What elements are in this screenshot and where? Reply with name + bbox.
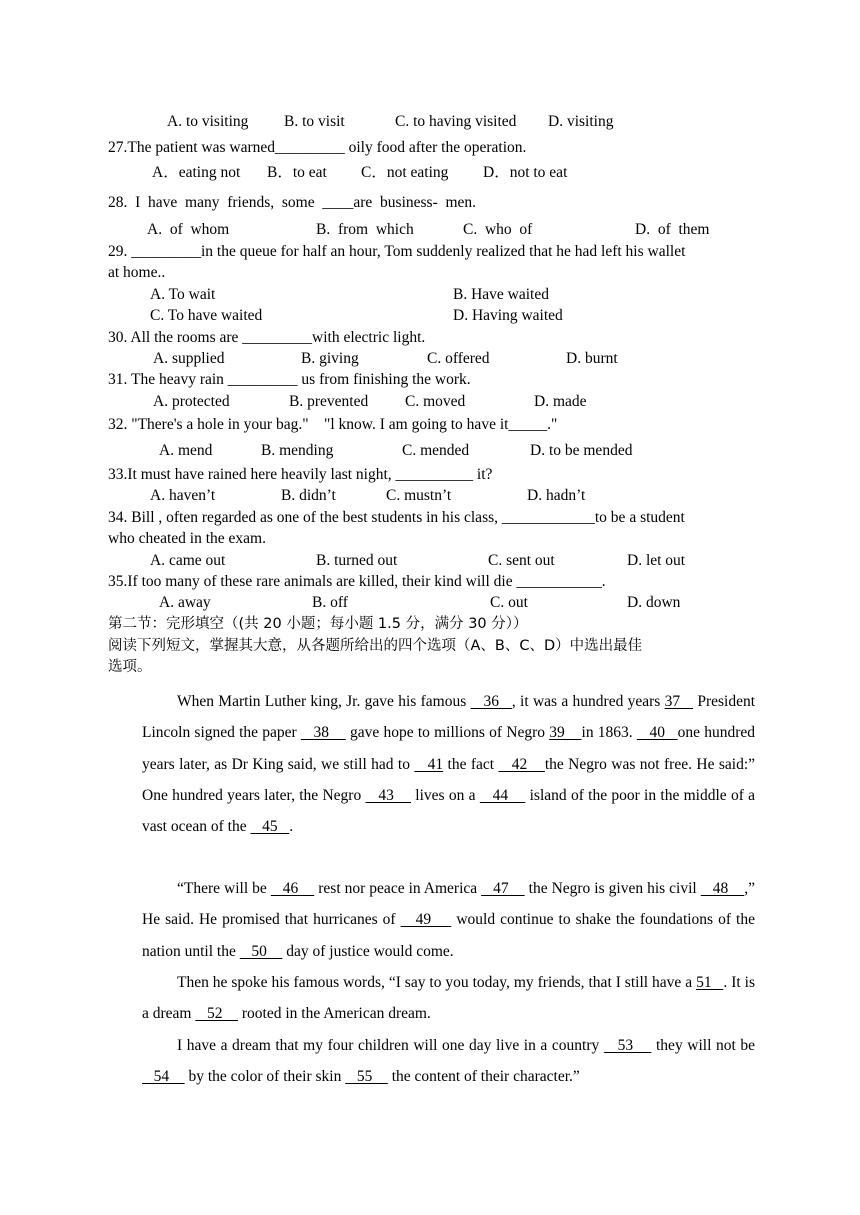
blank-53: 53 — [603, 1037, 652, 1054]
q32-stem: 32. "There's a hole in your bag." "l know. I am going to have it_____." — [108, 416, 558, 433]
q28-option-d: D. of them — [635, 221, 710, 238]
q33-stem: 33.It must have rained here heavily last night, __________ it? — [108, 466, 493, 483]
blank-45: 45 — [250, 818, 290, 836]
q30-option-b: B. giving — [301, 350, 359, 367]
q28-stem: 28. I have many friends, some ____are business- men. — [108, 194, 477, 211]
q29-stem-line2: at home.. — [108, 264, 166, 281]
passage-paragraph-4: I have a dream that my four children will one day live in a country 53 they will not be 54 by the color of their skin 55 the content of their character.” — [142, 1037, 755, 1086]
q31-stem: 31. The heavy rain _________ us from finishing the work. — [108, 371, 471, 388]
passage-paragraph-3: Then he spoke his famous words, “I say to you today, my friends, that I still have a 51 . It is a dream 52 rooted in the American dream. — [142, 974, 756, 1023]
q34-stem-line2: who cheated in the exam. — [108, 530, 266, 547]
q34-option-d: D. let out — [627, 552, 686, 569]
blank-50: 50 — [239, 942, 283, 960]
q35-option-c: C. out — [490, 594, 528, 611]
q31-option-c: C. moved — [405, 393, 466, 410]
blank-43: 43 — [365, 786, 412, 804]
q29-option-c: C. To have waited — [150, 307, 263, 324]
q32-option-c: C. mended — [402, 442, 470, 459]
q35-stem: 35.If too many of these rare animals are killed, their kind will die ___________. — [108, 573, 606, 590]
passage-paragraph-2: “There will be 46 rest nor peace in America 47 the Negro is given his civil 48 ,” He said. He promised that hurricanes of 49 would continue to shake the foundations of the nation until the 50 day of justice would come. — [142, 880, 755, 960]
blank-38: 38 — [300, 724, 346, 742]
q31-option-a: A. protected — [153, 393, 230, 410]
q33-option-b: B. didn’t — [281, 487, 336, 504]
q32-option-d: D. to be mended — [530, 442, 633, 459]
q33-option-c: C. mustn’t — [386, 487, 452, 504]
passage-paragraph-1: When Martin Luther king, Jr. gave his famous 36 , it was a hundred years 37 President Lincoln signed the paper 38 gave hope to millions of Negro 39 in 1863. 40 one hundred years later, as Dr King said, we still had to 41 the fact 42 the Negro was not free. He said:” One hundred years later, the Negro 43 lives on a 44 island of the poor in the middle of a vast ocean of the 45 . — [142, 693, 756, 836]
q30-stem: 30. All the rooms are _________with electric light. — [108, 329, 426, 346]
q35-option-d: D. down — [627, 594, 681, 611]
blank-44: 44 — [479, 786, 526, 804]
q27-option-a: A．eating not — [152, 164, 241, 181]
blank-41: 41 — [414, 755, 444, 773]
blank-42: 42 — [498, 755, 545, 773]
blank-39: 39 — [549, 724, 582, 742]
section2-instruction-line1: 阅读下列短文，掌握其大意，从各题所给出的四个选项（A、B、C、D）中选出最佳 — [108, 638, 643, 654]
blank-52: 52 — [195, 1005, 238, 1023]
blank-49: 49 — [400, 911, 452, 929]
q26-option-d: D. visiting — [548, 113, 614, 130]
q28-option-c: C. who of — [463, 221, 533, 238]
q35-option-b: B. off — [312, 594, 348, 611]
q33-option-d: D. hadn’t — [527, 487, 586, 504]
blank-37: 37 — [664, 693, 694, 710]
section2-title: 第二节：完形填空（(共 20 小题；每小题 1.5 分，满分 30 分）） — [108, 616, 528, 632]
blank-47: 47 — [481, 880, 525, 897]
q34-option-b: B. turned out — [316, 552, 398, 569]
blank-46: 46 — [270, 880, 315, 897]
q30-option-c: C. offered — [427, 350, 490, 367]
q31-option-d: D. made — [534, 393, 587, 410]
blank-51: 51 — [696, 974, 724, 991]
q34-stem-line1: 34. Bill , often regarded as one of the best students in his class, ____________to be a student — [108, 509, 685, 526]
section2-instruction-line2: 选项。 — [108, 659, 152, 675]
blank-54: 54 — [142, 1068, 185, 1086]
q27-option-d: D．not to eat — [483, 164, 568, 181]
q34-option-a: A. came out — [150, 552, 226, 569]
q28-option-b: B. from which — [316, 221, 414, 238]
q32-option-b: B. mending — [261, 442, 334, 459]
blank-40: 40 — [636, 724, 678, 742]
q29-option-d: D. Having waited — [453, 307, 563, 324]
q31-option-b: B. prevented — [289, 393, 369, 410]
q29-stem-line1: 29. _________in the queue for half an hour, Tom suddenly realized that he had left his wallet — [108, 243, 686, 260]
q28-option-a: A. of whom — [147, 221, 230, 238]
q26-option-a: A. to visiting — [167, 113, 249, 130]
q29-option-b: B. Have waited — [453, 286, 549, 303]
blank-55: 55 — [345, 1068, 388, 1086]
q27-stem: 27.The patient was warned_________ oily food after the operation. — [108, 139, 527, 156]
q30-option-d: D. burnt — [566, 350, 618, 367]
q27-option-c: C．not eating — [361, 164, 449, 181]
q30-option-a: A. supplied — [153, 350, 225, 367]
q34-option-c: C. sent out — [488, 552, 555, 569]
q32-option-a: A. mend — [159, 442, 213, 459]
q27-option-b: B．to eat — [267, 164, 327, 181]
blank-36: 36 — [470, 693, 512, 710]
q26-option-c: C. to having visited — [395, 113, 517, 130]
q29-option-a: A. To wait — [150, 286, 216, 303]
q33-option-a: A. haven’t — [150, 487, 216, 504]
blank-48: 48 — [700, 880, 745, 897]
q35-option-a: A. away — [159, 594, 211, 611]
q26-option-b: B. to visit — [284, 113, 345, 130]
